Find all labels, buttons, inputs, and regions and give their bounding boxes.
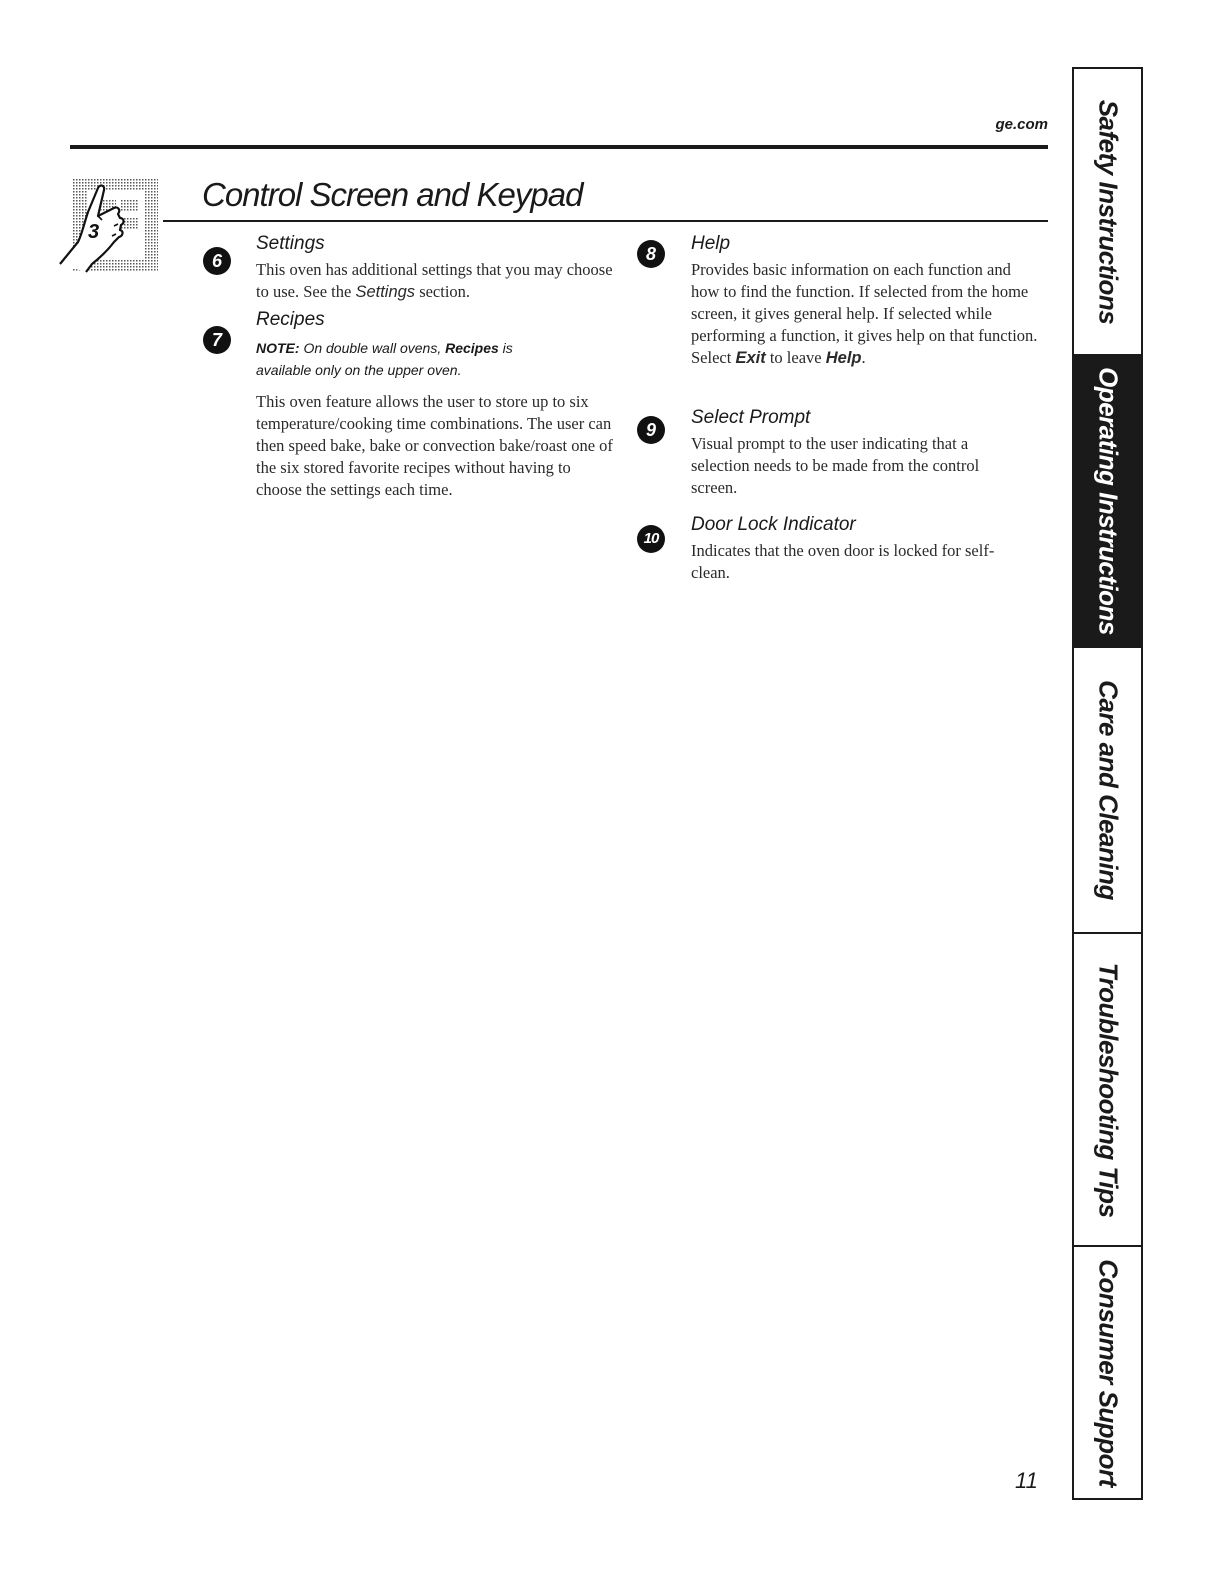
help-label: Help bbox=[825, 349, 862, 367]
tab-care-and-cleaning[interactable] bbox=[1074, 646, 1141, 932]
site-url: ge.com bbox=[995, 116, 1048, 133]
number-badge: 9 bbox=[637, 416, 665, 444]
entry-body: This oven feature allows the user to store up to six temperature/cooking time combinations. The user can then speed bake, bake or convection bake/roast one of the six stored favorite recipes without having to choose the settings each time. bbox=[256, 392, 613, 499]
tab-troubleshooting-tips[interactable] bbox=[1074, 932, 1141, 1245]
section-title: Control Screen and Keypad bbox=[202, 176, 583, 213]
recipes-note: NOTE: On double wall ovens, Recipes is available only on the upper oven. bbox=[256, 340, 513, 378]
number-badge: 6 bbox=[203, 247, 231, 275]
exit-label: Exit bbox=[735, 349, 766, 367]
entry-heading: Help bbox=[691, 233, 731, 254]
entry-heading: Recipes bbox=[256, 309, 325, 330]
tab-label: Troubleshooting Tips bbox=[1093, 962, 1123, 1217]
tab-safety-instructions[interactable] bbox=[1074, 69, 1141, 354]
svg-text:3: 3 bbox=[88, 221, 100, 243]
number-badge: 7 bbox=[203, 326, 231, 354]
number-badge: 10 bbox=[637, 525, 665, 553]
entry-body: Indicates that the oven door is locked for self-clean. bbox=[691, 541, 995, 582]
entry-heading: Select Prompt bbox=[691, 407, 811, 428]
hand-pressing-keypad-icon bbox=[58, 176, 162, 276]
page-number: 11 bbox=[1015, 1468, 1038, 1493]
header-rule bbox=[70, 145, 1048, 149]
entry-heading: Settings bbox=[256, 233, 325, 254]
tab-consumer-support[interactable] bbox=[1074, 1245, 1141, 1498]
settings-reference: Settings bbox=[355, 283, 416, 301]
tab-label: Care and Cleaning bbox=[1093, 680, 1123, 900]
entry-body: This oven has additional settings that you may choose to use. See the Settings section. bbox=[256, 260, 613, 301]
entry-body: Visual prompt to the user indicating that a selection needs to be made from the control screen. bbox=[691, 434, 980, 497]
section-tabs bbox=[1072, 67, 1143, 1500]
tab-label: Safety Instructions bbox=[1093, 99, 1123, 324]
number-badge: 8 bbox=[637, 240, 665, 268]
entry-body: Provides basic information on each function and how to find the function. If selected from the home screen, it gives general help. If selected while performing a function, it gives help on that function. Select Exit to leave Help. bbox=[691, 260, 1038, 367]
tab-label: Operating Instructions bbox=[1093, 367, 1123, 635]
title-rule bbox=[163, 220, 1048, 222]
entry-heading: Door Lock Indicator bbox=[691, 514, 856, 535]
tab-operating-instructions[interactable] bbox=[1074, 354, 1141, 646]
tab-label: Consumer Support bbox=[1093, 1258, 1123, 1487]
